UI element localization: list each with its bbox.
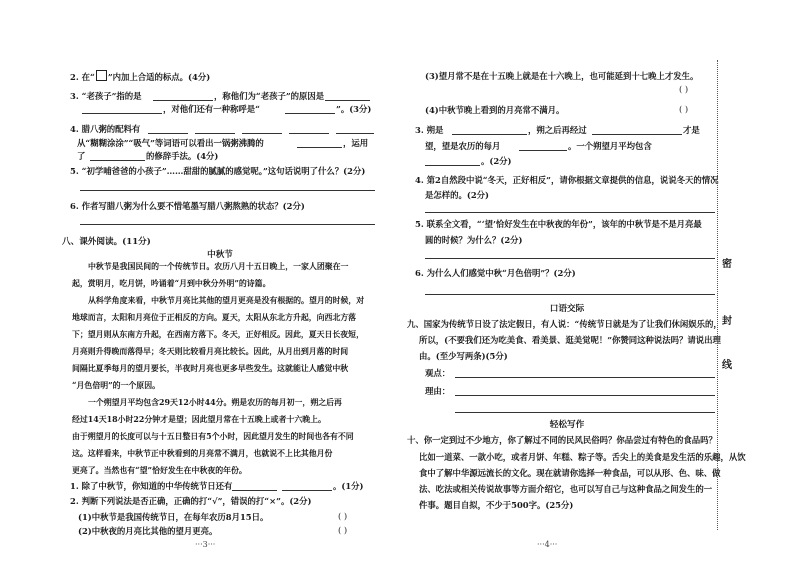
reading-question-3-b: ，朔之后再经过 — [528, 125, 587, 135]
question-6: 6. 作者写腊八粥为什么要不惜笔墨写腊八粥熬熟的状态？(2分) — [70, 201, 305, 211]
answer-blank[interactable] — [325, 100, 370, 101]
viewpoint-label: 观点： — [425, 368, 451, 378]
article-line: 这。这样看来，中秋节正中秋看到的月亮常不满月，也就说不上比其他月份 — [72, 449, 333, 458]
page-number: ···3··· — [195, 540, 216, 549]
article-line: 地球而言，太阳和月亮位于正相反的方向。夏天，太阳从东北方升起，向西北方落 — [72, 313, 357, 322]
article-line: 月亮则升得晚而落得早；冬天则比较看月亮比较长。因此，从月出到月落的时间 — [72, 347, 349, 356]
writing-heading: 轻松写作 — [549, 420, 585, 430]
answer-blank[interactable] — [289, 133, 329, 134]
binding-label-feng: 封 — [722, 316, 732, 327]
judgement-item-1: (1)中秋节是我国传统节日，在每年农历8月15日。 — [78, 512, 269, 522]
question-3-text-b: ，称他们为“老孩子”的原因是 — [214, 91, 325, 101]
reading-question-3-c: 才是 — [683, 125, 700, 135]
article-title: 中秋节 — [207, 250, 233, 260]
answer-line[interactable] — [80, 190, 375, 191]
question-9: 九、国家为传统节日设了法定假日，有人说：“传统节日就是为了让我们休闲娱乐的， — [407, 319, 722, 329]
answer-blank[interactable] — [195, 133, 235, 134]
answer-line[interactable] — [425, 212, 715, 213]
question-2 — [70, 70, 210, 83]
answer-blank[interactable] — [592, 134, 682, 135]
article-line: 起，赏明月，吃月饼，吟诵着“月到中秋分外明”的诗篇。 — [72, 279, 271, 288]
question-9-c: 由。(至少写两条)(5分) — [419, 351, 508, 361]
right-page — [397, 0, 746, 562]
answer-blank[interactable] — [82, 113, 162, 114]
binding-margin — [717, 60, 732, 530]
section-8-heading: 八、课外阅读。(11分) — [62, 237, 151, 247]
punctuation-box[interactable] — [96, 70, 107, 81]
answer-parentheses[interactable]: ( ) — [679, 104, 689, 114]
article-line: 中秋节是我国民间的一个传统节日。农历八月十五日晚上，一家人团聚在一 — [88, 262, 349, 271]
reading-question-3-f: 。(2分) — [481, 156, 512, 166]
answer-blank[interactable] — [153, 100, 213, 101]
article-line: 间隔比夏季每月的望月要长，半夜时月亮也更多早些发生。这就能让人感觉中秋 — [72, 364, 349, 373]
question-10-d: 法、吃法或相关传说故事等方面介绍它，也可以写自己与这种食品之间发生的一 — [419, 484, 713, 494]
reading-question-4: 4. 第2自然段中说“冬天，正好相反”，请你根据文章提供的信息，说说冬天的情况 — [415, 175, 719, 185]
answer-line[interactable] — [80, 224, 375, 225]
reading-question-1: 1. 除了中秋节，你知道的中华传统节日还有 — [70, 481, 233, 491]
reason-line[interactable] — [455, 412, 715, 413]
oral-communication-heading: 口语交际 — [549, 304, 585, 314]
answer-parentheses[interactable]: ( ) — [338, 525, 348, 535]
answer-line[interactable] — [425, 294, 715, 295]
answer-blank[interactable] — [425, 165, 480, 166]
reading-question-1-end: 。(1分) — [333, 481, 364, 491]
reading-question-4-b: 是怎样的。(2分) — [425, 190, 490, 200]
question-10: 十、你一定到过不少地方，你了解过不同的民风民俗吗？你品尝过有特色的食品吗？ — [407, 435, 717, 445]
question-10-b: 比如一道菜、一款小吃，或者月饼、年糕、粽子等。舌尖上的美食是发生活的乐趣，从饮 — [419, 452, 746, 462]
question-4-line-2: 从“糊糊涂涂”“吸气”等词语可以看出一锅粥沸腾的 — [77, 138, 264, 148]
answer-blank[interactable] — [336, 133, 374, 134]
reading-question-5: 5. 联系全文看，“‘望’恰好发生在中秋夜的年份”，该年的中秋节是不是月亮最 — [415, 219, 702, 229]
answer-line[interactable] — [425, 258, 715, 259]
article-line: 由于朔望月的长度可以与十五日整日有5个小时，因此望月发生的时间也各有不同 — [72, 432, 354, 441]
reason-label: 理由： — [425, 386, 451, 396]
viewpoint-line[interactable] — [455, 377, 715, 378]
reading-question-3-e: 。一个朔望月平均包含 — [568, 141, 652, 151]
answer-blank[interactable] — [297, 147, 342, 148]
answer-blank[interactable] — [282, 490, 332, 491]
answer-blank[interactable] — [519, 150, 567, 151]
article-line: 一个朔望月平均包含29天12小时44分。朔是农历的每月初一，朔之后再 — [88, 398, 342, 407]
reading-question-2: 2. 判断下列说法是否正确，正确的打“√”，错误的打“×”。(2分) — [70, 496, 312, 506]
reading-question-3-d: 望，望是农历的每月 — [425, 141, 501, 151]
question-3-line-1 — [70, 90, 142, 102]
question-9-b: 所以，(不要我们还为吃美食、看美景、逛美觉呢！”你赞同这种说法吗？请说出理 — [419, 335, 721, 345]
answer-blank[interactable] — [148, 133, 188, 134]
question-10-c: 食中了解中华源远流长的文化。现在就请你选择一种食品，可以从形、色、味、做 — [419, 468, 721, 478]
question-4-line-3a: 了 — [77, 151, 86, 161]
question-3-text-a: 3. “老孩子”指的是 — [70, 91, 142, 101]
answer-blank[interactable] — [90, 160, 145, 161]
question-4-line-1: 4. 腊八粥的配料有 — [70, 124, 141, 134]
answer-blank[interactable] — [242, 133, 282, 134]
judgement-item-3: (3)望月常不是在十五晚上就是在十六晚上，也可能延到十七晚上才发生。 — [425, 71, 699, 81]
answer-blank[interactable] — [232, 490, 277, 491]
question-3-text-c: ，对他们还有一种称呼是“ — [163, 104, 260, 114]
question-3-text-d: ”。(3分) — [336, 104, 372, 114]
article-line: 经过14天18小时22分钟才是望；因此望月常在十五晚上或者十六晚上。 — [72, 415, 326, 424]
article-line: “月色倍明”的一个原因。 — [72, 381, 160, 390]
judgement-item-2: (2)中秋夜的月亮比其他的望月更亮。 — [78, 526, 218, 536]
answer-blank[interactable] — [285, 113, 335, 114]
answer-parentheses[interactable]: ( ) — [679, 84, 689, 94]
reason-line[interactable] — [455, 395, 715, 396]
article-line: 更亮了。当然也有“望”恰好发生在中秋夜的年份。 — [72, 466, 247, 475]
reading-question-5-b: 圆的时候？为什么？(2分) — [425, 235, 523, 245]
question-2-prefix: 2. 在“ — [70, 72, 95, 82]
question-2-suffix: ”内加上合适的标点。(4分) — [107, 72, 211, 82]
binding-label-xian: 线 — [722, 360, 732, 371]
reading-question-3: 3. 朔是 — [415, 125, 444, 135]
question-10-e: 件事。题目自拟，不少于500字。(25分) — [419, 500, 574, 510]
question-4-line-3b: 的修辞手法。(4分) — [146, 151, 219, 161]
question-5: 5. “初学哺爸爸的小孩子”……甜甜的腻腻的感觉呢。”这句话说明了什么？(2分) — [70, 166, 366, 176]
judgement-item-4: (4)中秋节晚上看到的月亮常不满月。 — [425, 105, 565, 115]
question-4-line-2-end: ，运用 — [343, 138, 369, 148]
article-line: 下；望月则从东南方升起，在西南方落下。冬天，正好相反。因此，夏天日长夜短， — [72, 330, 364, 339]
answer-parentheses[interactable]: ( ) — [338, 511, 348, 521]
binding-label-mi: 密 — [722, 259, 732, 270]
reading-question-6: 6. 为什么人们感觉中秋“月色倍明”？(2分) — [415, 268, 576, 278]
page-number: ···4··· — [537, 540, 558, 549]
answer-blank[interactable] — [452, 134, 527, 135]
article-line: 从科学角度来看，中秋节月亮比其他的望月更亮是没有根据的。望月的时候，对 — [88, 296, 365, 305]
